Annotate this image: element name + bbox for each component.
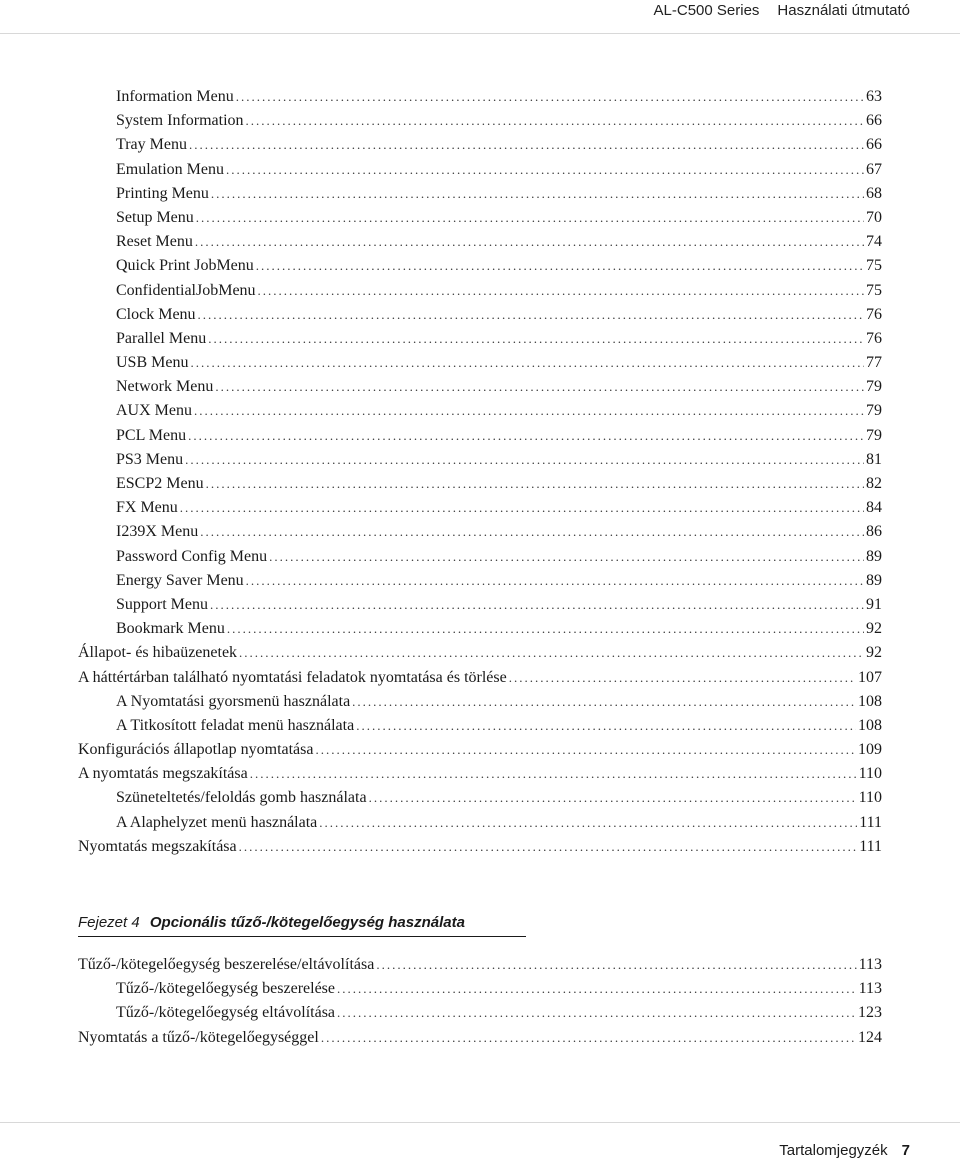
toc-entry-page[interactable]: 76 — [866, 329, 882, 347]
toc-entry-page[interactable]: 70 — [866, 208, 882, 226]
toc-entry-page[interactable]: 77 — [866, 354, 882, 372]
toc-entry[interactable] — [78, 327, 882, 351]
toc-entry[interactable] — [78, 496, 882, 520]
toc-entry-page[interactable]: 109 — [858, 741, 882, 759]
chapter-title: Opcionális tűző-/kötegelőegység használata — [149, 914, 465, 931]
toc-entry-title[interactable]: Password Config Menu — [116, 547, 268, 565]
toc-entry-page[interactable]: 89 — [866, 571, 882, 589]
toc-entry-title[interactable]: FX Menu — [116, 499, 178, 517]
toc-dot-leader — [369, 786, 857, 810]
toc-entry-title[interactable]: Clock Menu — [116, 305, 196, 323]
toc-dot-leader — [210, 593, 864, 617]
toc-entry-title[interactable]: Tűző-/kötegelőegység beszerelése — [116, 980, 336, 998]
toc-entry-title[interactable]: System Information — [116, 112, 244, 130]
toc-dot-leader — [250, 762, 857, 786]
page-footer — [779, 1140, 910, 1162]
toc-entry-page[interactable]: 75 — [866, 281, 882, 299]
toc-entry-title[interactable]: Nyomtatás a tűző-/kötegelőegységgel — [78, 1028, 319, 1046]
toc-entry-page[interactable]: 79 — [866, 402, 882, 420]
toc-entry-page[interactable]: 66 — [866, 112, 882, 130]
toc-entry[interactable] — [78, 279, 882, 303]
toc-entry-title[interactable]: Information Menu — [116, 88, 234, 105]
toc-entry-page[interactable]: 110 — [858, 765, 882, 783]
toc-dot-leader — [319, 811, 857, 835]
toc-entry-title[interactable]: Bookmark Menu — [116, 620, 225, 638]
toc-entry-title[interactable]: Emulation Menu — [116, 160, 224, 178]
toc-entry-title[interactable]: Konfigurációs állapotlap nyomtatása — [78, 741, 314, 759]
toc-entry-title[interactable]: A háttértárban található nyomtatási feladatok nyomtatása és törlése — [78, 668, 507, 686]
toc-entry[interactable] — [78, 182, 882, 206]
toc-dot-leader — [239, 641, 864, 665]
toc-entry-page[interactable]: 108 — [858, 692, 882, 710]
toc-dot-leader — [208, 327, 864, 351]
toc-entry-title[interactable]: USB Menu — [116, 354, 189, 372]
toc-entry-page[interactable]: 84 — [866, 499, 882, 517]
toc-dot-leader — [315, 738, 856, 762]
toc-dot-leader — [226, 158, 864, 182]
toc-entry-title[interactable]: A nyomtatás megszakítása — [78, 765, 248, 783]
toc-dot-leader — [376, 953, 856, 977]
toc-entry-title[interactable]: AUX Menu — [116, 402, 192, 420]
page-header — [654, 0, 910, 22]
toc-entry-page[interactable]: 124 — [858, 1028, 882, 1046]
toc-entry[interactable] — [78, 109, 882, 133]
toc-entry-page[interactable]: 89 — [866, 547, 882, 565]
toc-dot-leader — [269, 545, 864, 569]
toc-dot-leader — [509, 666, 856, 690]
footer-section-name: Tartalomjegyzék — [779, 1142, 888, 1159]
toc-entry-title[interactable]: Tray Menu — [116, 136, 187, 154]
toc-dot-leader — [352, 690, 856, 714]
toc-entry-title[interactable]: Tűző-/kötegelőegység beszerelése/eltávolítása — [78, 956, 375, 973]
toc-entry-page[interactable]: 111 — [859, 837, 882, 855]
toc-entry[interactable] — [78, 448, 882, 472]
footer-divider — [0, 1122, 960, 1123]
toc-entry[interactable] — [78, 85, 882, 109]
toc-dot-leader — [321, 1026, 856, 1050]
toc-entry[interactable] — [78, 254, 882, 278]
header-product-name: AL-C500 Series — [653, 2, 760, 19]
toc-entry-title[interactable]: Szüneteltetés/feloldás gomb használata — [116, 789, 367, 807]
toc-entry-title[interactable]: Parallel Menu — [116, 329, 207, 347]
toc-entry-page[interactable]: 74 — [866, 233, 882, 251]
toc-entry-title[interactable]: PCL Menu — [116, 426, 187, 444]
toc-entry[interactable] — [78, 953, 882, 977]
toc-entry[interactable] — [78, 472, 882, 496]
chapter-heading — [78, 912, 526, 937]
toc-entry[interactable] — [78, 399, 882, 423]
toc-entry-title[interactable]: Energy Saver Menu — [116, 571, 244, 589]
toc-entry-page[interactable]: 68 — [866, 184, 882, 202]
toc-entry-page[interactable]: 123 — [858, 1004, 882, 1022]
toc-entry[interactable] — [78, 520, 882, 544]
toc-dot-leader — [258, 279, 864, 303]
toc-dot-leader — [195, 230, 864, 254]
toc-entry-page[interactable]: 86 — [866, 523, 882, 541]
toc-entry-page[interactable]: 110 — [858, 789, 882, 807]
toc-entry[interactable] — [78, 545, 882, 569]
toc-entry[interactable] — [78, 1001, 882, 1025]
toc-entry-page[interactable]: 82 — [866, 475, 882, 492]
toc-dot-leader — [200, 520, 864, 544]
toc-entry-page[interactable]: 92 — [866, 620, 882, 638]
toc-dot-leader — [206, 472, 864, 496]
toc-entry[interactable] — [78, 206, 882, 230]
header-guide-title: Használati útmutató — [777, 2, 910, 19]
toc-entry-title[interactable]: I239X Menu — [116, 523, 199, 541]
toc-entry[interactable] — [78, 303, 882, 327]
toc-entry-page[interactable]: 91 — [866, 595, 882, 613]
toc-entry[interactable] — [78, 569, 882, 593]
toc-dot-leader — [256, 254, 864, 278]
toc-entry-title[interactable]: A Titkosított feladat menü használata — [116, 716, 355, 734]
toc-entry-page[interactable]: 81 — [866, 450, 882, 468]
toc-entry[interactable] — [78, 835, 882, 859]
toc-dot-leader — [236, 85, 864, 109]
toc-entry[interactable] — [78, 714, 882, 738]
toc-entry[interactable] — [78, 666, 882, 690]
toc-dot-leader — [337, 977, 857, 1001]
footer-page-number: 7 — [901, 1142, 910, 1159]
toc-entry[interactable] — [78, 738, 882, 762]
toc-entry-title[interactable]: Quick Print JobMenu — [116, 257, 254, 275]
toc-dot-leader — [246, 569, 864, 593]
toc-entry-title[interactable]: A Nyomtatási gyorsmenü használata — [116, 692, 351, 710]
toc-dot-leader — [185, 448, 864, 472]
toc-entry[interactable] — [78, 690, 882, 714]
toc-dot-leader — [239, 835, 858, 859]
toc-entry-title[interactable]: Network Menu — [116, 378, 214, 396]
toc-dot-leader — [189, 133, 864, 157]
toc-entry-page[interactable]: 79 — [866, 378, 882, 396]
toc-entry-title[interactable]: Support Menu — [116, 595, 208, 613]
toc-entry-page[interactable]: 75 — [866, 257, 882, 275]
toc-entry[interactable] — [78, 977, 882, 1001]
toc-entry[interactable] — [78, 133, 882, 157]
toc-dot-leader — [190, 351, 864, 375]
toc-entry-title[interactable]: Printing Menu — [116, 184, 209, 202]
toc-entry-title[interactable]: ESCP2 Menu — [116, 475, 204, 492]
toc-dot-leader — [227, 617, 864, 641]
chapter-label: Fejezet 4 — [78, 914, 140, 931]
toc-entry[interactable] — [78, 375, 882, 399]
toc-entry-page[interactable]: 63 — [866, 88, 882, 105]
toc-entry-title[interactable]: Tűző-/kötegelőegység eltávolítása — [116, 1004, 336, 1022]
toc-entry-page[interactable]: 108 — [858, 716, 882, 734]
toc-entry-title[interactable]: Reset Menu — [116, 233, 193, 251]
toc-entry-page[interactable]: 79 — [866, 426, 882, 444]
toc-dot-leader — [356, 714, 856, 738]
toc-entry-title[interactable]: ConfidentialJobMenu — [116, 281, 256, 299]
toc-entry-page[interactable]: 107 — [858, 668, 882, 686]
toc-entry-page[interactable]: 113 — [858, 980, 882, 998]
toc-dot-leader — [211, 182, 864, 206]
toc-entry[interactable] — [78, 351, 882, 375]
toc-entry[interactable] — [78, 1026, 882, 1050]
toc-entry-page[interactable]: 111 — [859, 813, 882, 831]
toc-entry[interactable] — [78, 641, 882, 665]
toc-dot-leader — [194, 399, 864, 423]
toc-entry-page[interactable]: 113 — [858, 956, 882, 973]
toc-entry[interactable] — [78, 617, 882, 641]
toc-entry-page[interactable]: 66 — [866, 136, 882, 154]
toc-entry[interactable] — [78, 786, 882, 810]
toc-entry-title[interactable]: A Alaphelyzet menü használata — [116, 813, 318, 831]
toc-entry[interactable] — [78, 158, 882, 182]
toc-entry-title[interactable]: Nyomtatás megszakítása — [78, 837, 237, 855]
toc-entry-page[interactable]: 92 — [866, 644, 882, 662]
toc-dot-leader — [188, 424, 864, 448]
toc-entry[interactable] — [78, 762, 882, 786]
toc-entry-title[interactable]: Setup Menu — [116, 208, 194, 226]
toc-dot-leader — [246, 109, 864, 133]
toc-entry-page[interactable]: 67 — [866, 160, 882, 178]
toc-list-chapter — [78, 953, 882, 1050]
toc-entry[interactable] — [78, 811, 882, 835]
toc-entry[interactable] — [78, 230, 882, 254]
toc-dot-leader — [215, 375, 864, 399]
toc-entry[interactable] — [78, 424, 882, 448]
toc-dot-leader — [198, 303, 864, 327]
toc-entry[interactable] — [78, 593, 882, 617]
header-divider — [0, 33, 960, 34]
toc-entry-title[interactable]: Állapot- és hibaüzenetek — [78, 644, 238, 662]
toc-dot-leader — [337, 1001, 856, 1025]
toc-dot-leader — [180, 496, 864, 520]
toc-entry-title[interactable]: PS3 Menu — [116, 450, 184, 468]
toc-entry-page[interactable]: 76 — [866, 305, 882, 323]
toc-list-main — [78, 85, 882, 859]
toc-dot-leader — [196, 206, 864, 230]
